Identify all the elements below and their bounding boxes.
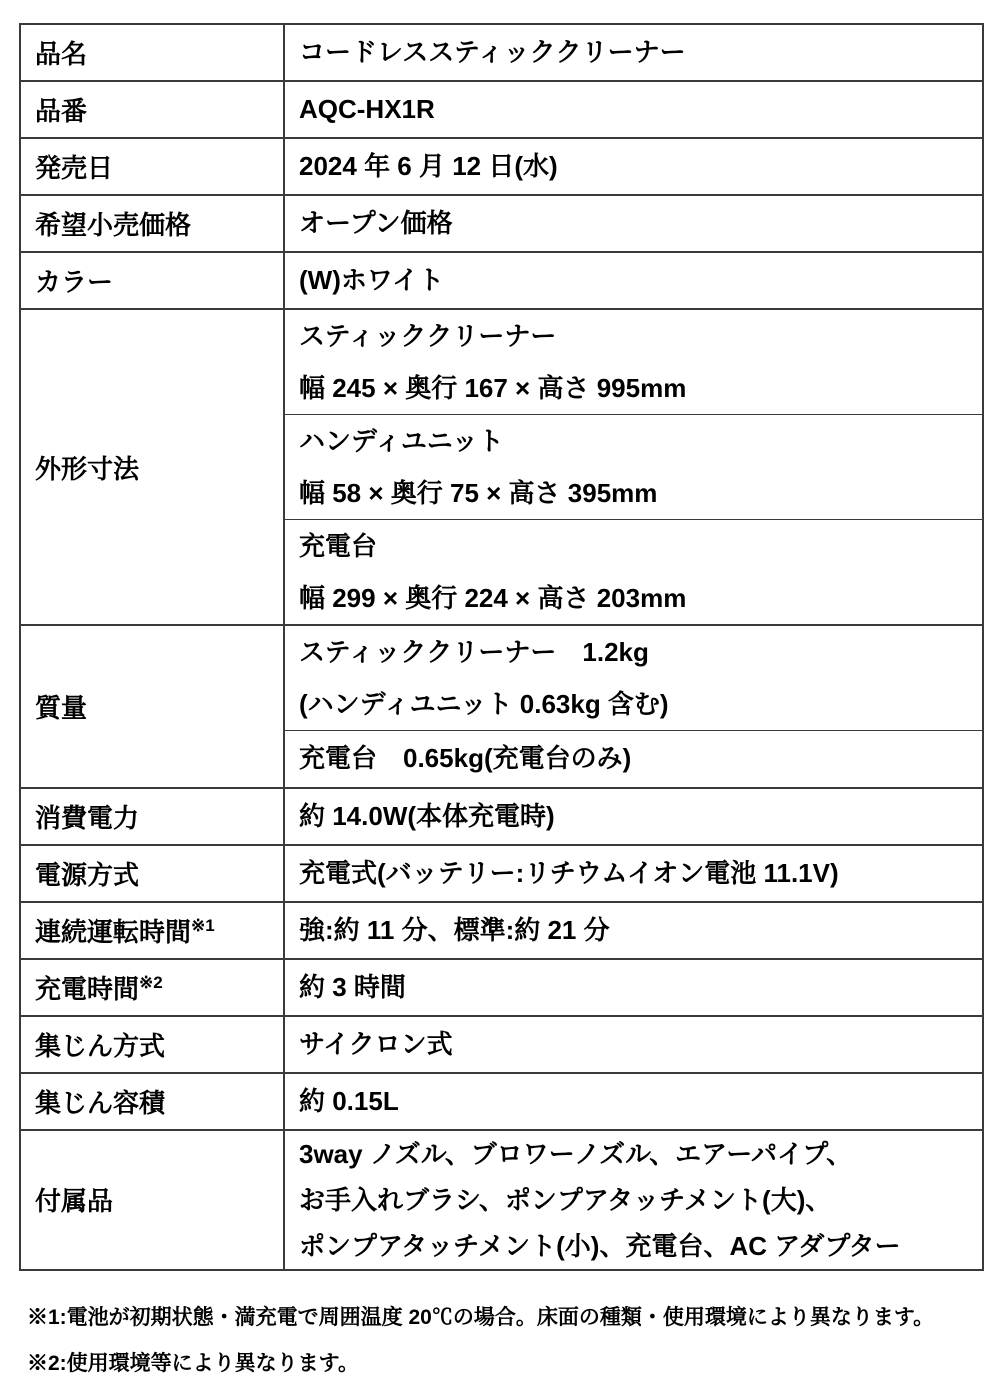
value-line: (ハンディユニット 0.63kg 含む) bbox=[299, 689, 669, 719]
row-value-product-name bbox=[284, 24, 983, 81]
footnote-ref: ※1 bbox=[191, 916, 215, 936]
value-line: 2024 年 6 月 12 日(水) bbox=[299, 151, 558, 181]
row-label-color bbox=[20, 252, 284, 309]
value-line: AQC-HX1R bbox=[299, 94, 435, 124]
value-line: 充電台 0.65kg(充電台のみ) bbox=[299, 743, 632, 774]
row-label-power-consumption bbox=[20, 788, 284, 845]
value-line: (W)ホワイト bbox=[299, 265, 445, 295]
value-line: お手入れブラシ、ポンプアタッチメント(大)、 bbox=[299, 1184, 832, 1215]
row-label-release-date bbox=[20, 138, 284, 195]
row-label-text: 希望小売価格 bbox=[35, 210, 192, 240]
row-value-external-dimensions-2 bbox=[284, 520, 983, 626]
footnote-1: ※1:電池が初期状態・満充電で周囲温度 20℃の場合。床面の種類・使用環境により異なります。 bbox=[27, 1306, 935, 1329]
table-row-power-consumption bbox=[20, 788, 983, 845]
row-label-accessories bbox=[20, 1130, 284, 1270]
table-row-continuous-run-time bbox=[20, 902, 983, 959]
value-line: スティッククリーナー bbox=[299, 321, 557, 351]
row-label-dust-capacity bbox=[20, 1073, 284, 1130]
value-line: 強:約 11 分、標準:約 21 分 bbox=[299, 914, 610, 945]
table-row-accessories bbox=[20, 1130, 983, 1270]
row-label-text: 質量 bbox=[35, 692, 88, 723]
table-row-power-source bbox=[20, 845, 983, 902]
row-value-weight-0 bbox=[284, 625, 983, 731]
table-row-release-date bbox=[20, 138, 983, 195]
row-label-text: 消費電力 bbox=[35, 802, 140, 833]
table-row-product-name bbox=[20, 24, 983, 81]
row-label-model-number bbox=[20, 81, 284, 138]
row-label-text: 充電時間 bbox=[35, 973, 140, 1004]
row-value-charge-time bbox=[284, 959, 983, 1016]
row-label-text: 集じん方式 bbox=[35, 1030, 166, 1061]
table-row-model-number bbox=[20, 81, 983, 138]
spec-table-body bbox=[20, 24, 983, 1270]
table-row-charge-time bbox=[20, 959, 983, 1016]
row-value-suggested-retail-price bbox=[284, 195, 983, 252]
value-line: 3way ノズル、ブロワーノズル、エアーパイプ、 bbox=[299, 1138, 853, 1169]
row-label-text: カラー bbox=[35, 267, 114, 297]
value-line: 約 0.15L bbox=[299, 1085, 399, 1116]
row-value-model-number bbox=[284, 81, 983, 138]
row-label-text: 連続運転時間 bbox=[35, 916, 192, 947]
value-line: オープン価格 bbox=[299, 208, 453, 238]
row-label-external-dimensions bbox=[20, 309, 284, 625]
row-value-dust-collection-method bbox=[284, 1016, 983, 1073]
row-label-text: 電源方式 bbox=[35, 859, 140, 890]
row-value-weight-1 bbox=[284, 731, 983, 788]
row-value-power-source bbox=[284, 845, 983, 902]
row-value-dust-capacity bbox=[284, 1073, 983, 1130]
value-line: 幅 299 × 奥行 224 × 高さ 203mm bbox=[299, 583, 687, 613]
table-row-dust-collection-method bbox=[20, 1016, 983, 1073]
row-label-text: 品名 bbox=[35, 39, 88, 69]
value-line: 約 14.0W(本体充電時) bbox=[299, 800, 555, 831]
row-label-suggested-retail-price bbox=[20, 195, 284, 252]
row-label-text: 付属品 bbox=[35, 1186, 114, 1216]
row-label-charge-time bbox=[20, 959, 284, 1016]
value-line: スティッククリーナー 1.2kg bbox=[299, 637, 649, 667]
footnote-2: ※2:使用環境等により異なります。 bbox=[27, 1352, 359, 1375]
row-label-text: 外形寸法 bbox=[35, 453, 140, 484]
row-label-text: 集じん容積 bbox=[35, 1087, 166, 1118]
row-value-color bbox=[284, 252, 983, 309]
value-line: 幅 58 × 奥行 75 × 高さ 395mm bbox=[299, 478, 658, 508]
row-label-power-source bbox=[20, 845, 284, 902]
table-row-color bbox=[20, 252, 983, 309]
row-value-external-dimensions-0 bbox=[284, 309, 983, 415]
value-line: サイクロン式 bbox=[299, 1028, 453, 1059]
value-line: ハンディユニット bbox=[299, 426, 504, 456]
row-label-text: 発売日 bbox=[35, 153, 114, 183]
row-label-text: 品番 bbox=[35, 96, 88, 126]
footnote-ref: ※2 bbox=[139, 973, 163, 993]
row-label-continuous-run-time bbox=[20, 902, 284, 959]
value-line: コードレススティッククリーナー bbox=[299, 37, 686, 67]
row-label-product-name bbox=[20, 24, 284, 81]
value-line: 充電式(バッテリー:リチウムイオン電池 11.1V) bbox=[299, 857, 839, 888]
footnotes bbox=[27, 1303, 987, 1393]
value-line: ポンプアタッチメント(小)、充電台、AC アダプター bbox=[299, 1230, 901, 1261]
row-value-continuous-run-time bbox=[284, 902, 983, 959]
table-row-dust-capacity bbox=[20, 1073, 983, 1130]
row-value-accessories bbox=[284, 1130, 983, 1270]
spec-table bbox=[19, 23, 984, 1271]
row-label-weight bbox=[20, 625, 284, 788]
table-row-external-dimensions-0 bbox=[20, 309, 983, 415]
value-line: 充電台 bbox=[299, 531, 378, 561]
row-value-power-consumption bbox=[284, 788, 983, 845]
table-row-suggested-retail-price bbox=[20, 195, 983, 252]
table-row-weight-0 bbox=[20, 625, 983, 731]
row-value-external-dimensions-1 bbox=[284, 415, 983, 520]
value-line: 幅 245 × 奥行 167 × 高さ 995mm bbox=[299, 373, 687, 403]
row-label-dust-collection-method bbox=[20, 1016, 284, 1073]
row-value-release-date bbox=[284, 138, 983, 195]
value-line: 約 3 時間 bbox=[299, 971, 406, 1002]
